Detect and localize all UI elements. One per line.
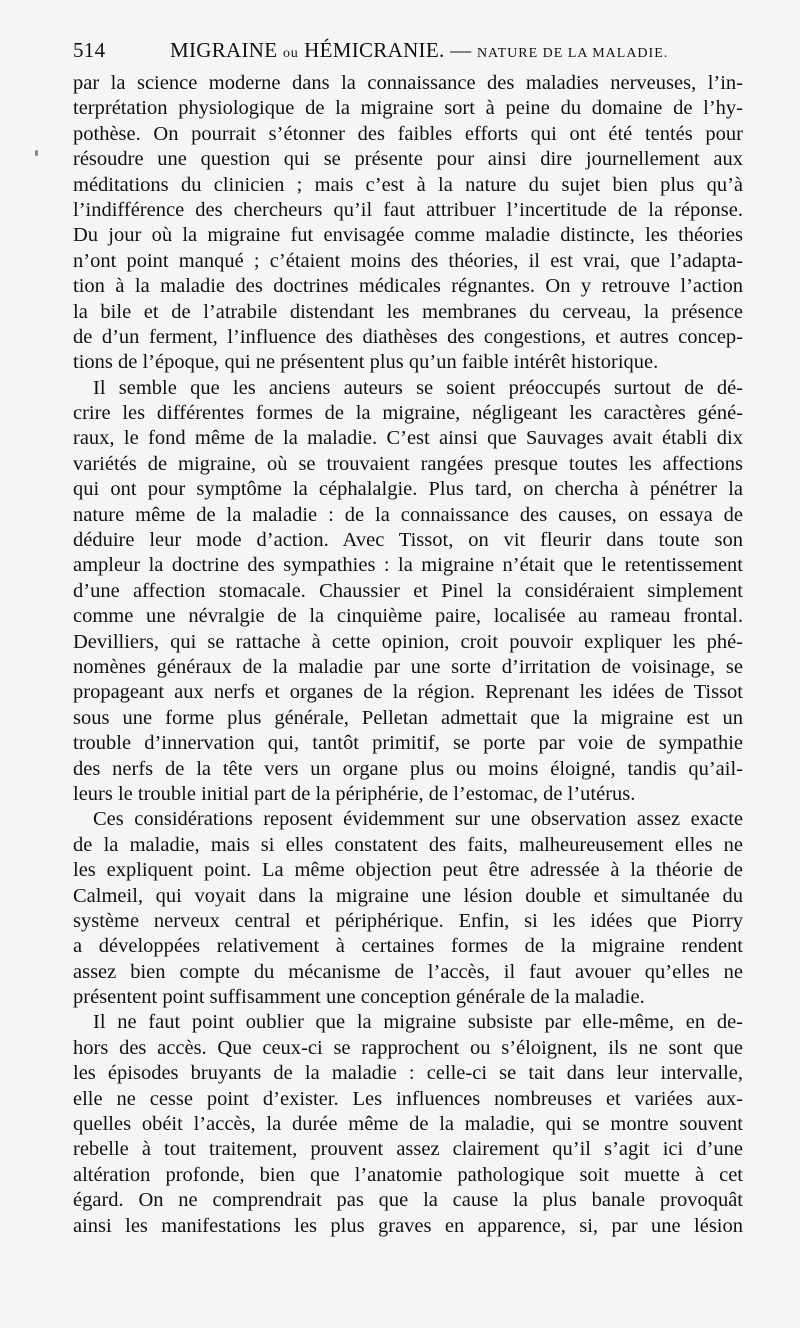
text-line: Devilliers, qui se rattache à cette opinion, croit pouvoir expliquer les phé- (73, 630, 743, 653)
title-second: HÉMICRANIE. (304, 38, 445, 62)
text-line: terprétation physiologique de la migraine sort à peine du domaine de l’hy- (73, 97, 743, 120)
page-body (73, 71, 743, 1239)
title-ou: ou (282, 46, 299, 61)
text-line: nomènes généraux de la maladie par une sorte d’irritation de voisinage, se (73, 655, 743, 678)
text-line: les épisodes bruyants de la maladie : celle-ci se tait dans leur intervalle, (73, 1062, 743, 1085)
text-line: leurs le trouble initial part de la périphérie, de l’estomac, de l’utérus. (73, 782, 636, 805)
text-line: de d’un ferment, l’influence des diathèses des congestions, et autres concep- (73, 325, 743, 348)
text-line: trouble d’innervation qui, tantôt primitif, se porte par voie de sympathie (73, 732, 743, 755)
paragraph (73, 1010, 743, 1239)
title-dash: — (450, 38, 472, 62)
text-line: n’ont point manqué ; c’étaient moins des théories, il est vrai, que l’adapta- (73, 249, 743, 272)
text-line: Il ne faut point oublier que la migraine subsiste par elle-même, en de- (93, 1011, 743, 1034)
text-line: altération profonde, bien que l’anatomie pathologique soit muette à cet (73, 1163, 743, 1186)
page-number: 514 (73, 38, 106, 62)
text-line: qui ont pour symptôme la céphalalgie. Plus tard, on chercha à pénétrer la (73, 478, 743, 501)
text-line: tion à la maladie des doctrines médicales régnantes. On y retrouve l’action (73, 275, 743, 298)
running-title (170, 38, 668, 63)
text-line: comme une névralgie de la cinquième paire, localisée au rameau frontal. (73, 605, 743, 628)
text-line: des nerfs de la tête vers un organe plus ou moins éloigné, tandis qu’ail- (73, 757, 743, 780)
text-line: Ces considérations reposent évidemment sur une observation assez exacte (93, 808, 743, 831)
text-line: sous une forme plus générale, Pelletan admettait que la migraine est un (73, 706, 743, 729)
text-line: l’indifférence des chercheurs qu’il faut attribuer l’incertitude de la réponse. (73, 198, 743, 221)
text-line: déduire leur mode d’action. Avec Tissot, on vit fleurir dans toute son (73, 529, 743, 552)
text-line: ampleur la doctrine des sympathies : la migraine n’était que le retentissement (73, 554, 743, 577)
text-line: pothèse. On pourrait s’étonner des faibles efforts qui ont été tentés pour (73, 122, 743, 145)
text-line: quelles obéit l’accès, la durée même de la maladie, qui se montre souvent (73, 1113, 743, 1136)
text-line: variétés de migraine, où se trouvaient rangées presque toutes les affections (73, 452, 743, 475)
text-line: assez bien compte du mécanisme de l’accès, il faut avouer qu’elles ne (73, 960, 743, 983)
text-line: crire les différentes formes de la migraine, négligeant les caractères géné- (73, 402, 743, 425)
text-line: résoudre une question qui se présente pour ainsi dire journellement aux (73, 148, 743, 171)
text-line: nature même de la maladie : de la connaissance des causes, on essaya de (73, 503, 743, 526)
text-line: elle ne cesse point d’exister. Les influences nombreuses et variées aux- (73, 1087, 743, 1110)
running-header (73, 38, 743, 68)
text-line: par la science moderne dans la connaissance des maladies nerveuses, l’in- (73, 72, 743, 94)
text-line: a développées relativement à certaines formes de la migraine rendent (73, 935, 743, 958)
text-line: de la maladie, mais si elles constatent des faits, malheureusement elles ne (73, 833, 743, 856)
text-line: les expliquent point. La même objection peut être adressée à la théorie de (73, 859, 743, 882)
text-line: système nerveux central et périphérique. Enfin, si les idées que Piorry (73, 909, 743, 932)
text-line: rebelle à tout traitement, prouvent assez clairement qu’il s’agit ici d’une (73, 1138, 743, 1161)
paragraph (73, 71, 743, 376)
text-line: Il semble que les anciens auteurs se soient préoccupés surtout de dé- (93, 376, 743, 399)
text-line: hors des accès. Que ceux-ci se rapprochent ou s’éloignent, ils ne sont que (73, 1036, 743, 1059)
paragraph (73, 376, 743, 808)
text-line: égard. On ne comprendrait pas que la cause la plus banale provoquât (73, 1189, 743, 1212)
text-line: tions de l’époque, qui ne présentent plus qu’un faible intérêt historique. (73, 351, 659, 374)
text-line: ainsi les manifestations les plus graves en apparence, si, par une lésion (73, 1214, 743, 1237)
margin-speck (35, 150, 38, 156)
text-line: présentent point suffisamment une conception générale de la maladie. (73, 986, 645, 1009)
text-line: d’une affection stomacale. Chaussier et Pinel la considéraient simplement (73, 579, 743, 602)
title-main: MIGRAINE (170, 38, 278, 62)
paragraph (73, 807, 743, 1010)
text-line: la bile et de l’atrabile distendant les membranes du cerveau, la présence (73, 300, 743, 323)
text-line: méditations du clinicien ; mais c’est à la nature du sujet bien plus qu’à (73, 173, 743, 196)
text-line: Du jour où la migraine fut envisagée comme maladie distincte, les théories (73, 224, 743, 247)
text-line: raux, le fond même de la maladie. C’est ainsi que Sauvages avait établi dix (73, 427, 743, 450)
text-line: propageant aux nerfs et organes de la région. Reprenant les idées de Tissot (73, 681, 743, 704)
text-line: Calmeil, qui voyait dans la migraine une lésion double et simultanée du (73, 884, 743, 907)
title-section: NATURE DE LA MALADIE. (476, 46, 669, 61)
